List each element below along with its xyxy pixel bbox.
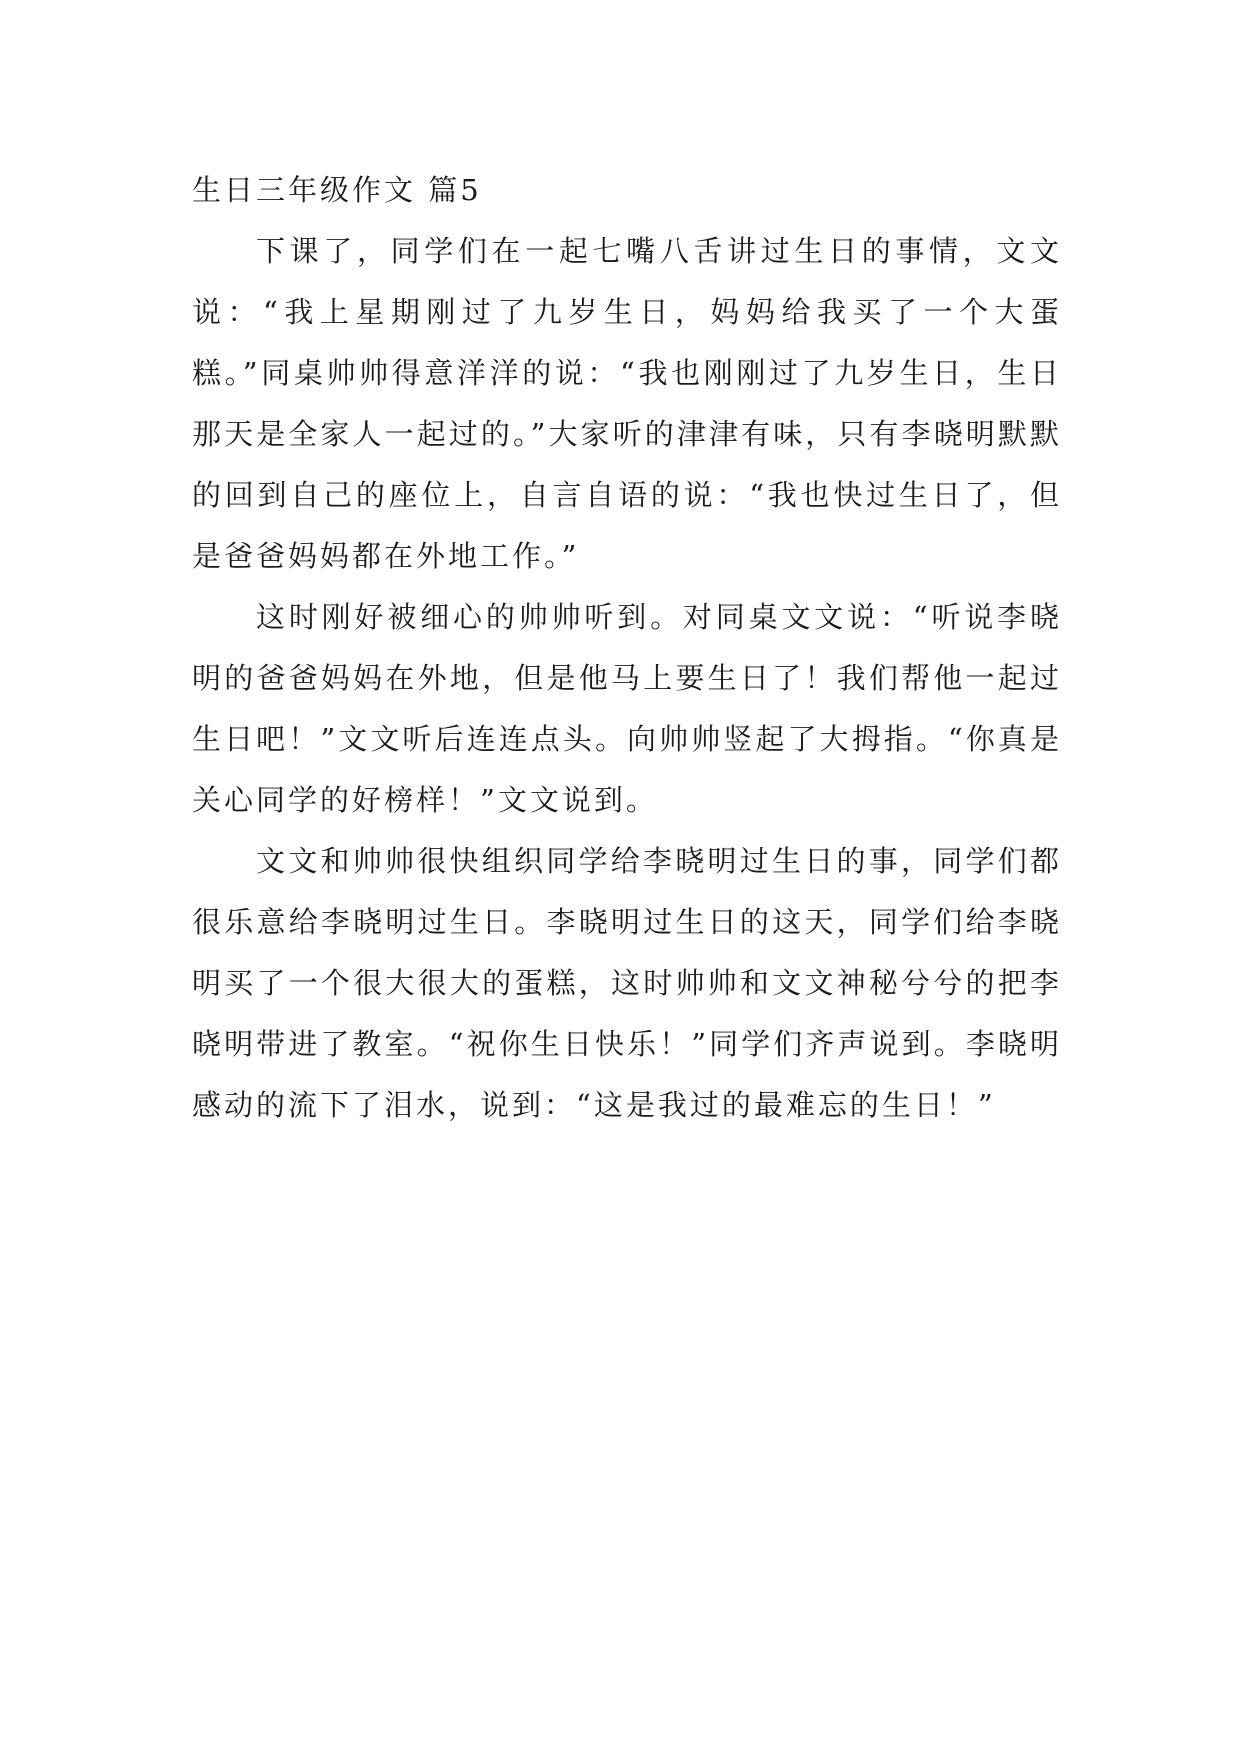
paragraph-1: 下课了，同学们在一起七嘴八舌讲过生日的事情，文文说：“我上星期刚过了九岁生日，妈妈给我买了一个大蛋糕。”同桌帅帅得意洋洋的说：“我也刚刚过了九岁生日，生日那天是全家人一起过的。”大家听的津津有味，只有李晓明默默的回到自己的座位上，自言自语的说：“我也快过生日了，但是爸爸妈妈都在外地工作。”	[192, 234, 1062, 573]
document-title: 生日三年级作文 篇5	[192, 173, 482, 207]
paragraph-3: 文文和帅帅很快组织同学给李晓明过生日的事，同学们都很乐意给李晓明过生日。李晓明过生日的这天，同学们给李晓明买了一个很大很大的蛋糕，这时帅帅和文文神秘兮兮的把李晓明带进了教室。“祝你生日快乐！”同学们齐声说到。李晓明感动的流下了泪水，说到：“这是我过的最难忘的生日！”	[192, 844, 1062, 1122]
paragraph-2: 这时刚好被细心的帅帅听到。对同桌文文说：“听说李晓明的爸爸妈妈在外地，但是他马上要生日了！我们帮他一起过生日吧！”文文听后连连点头。向帅帅竖起了大拇指。“你真是关心同学的好榜样！”文文说到。	[192, 600, 1062, 817]
document-body	[192, 160, 1062, 1136]
